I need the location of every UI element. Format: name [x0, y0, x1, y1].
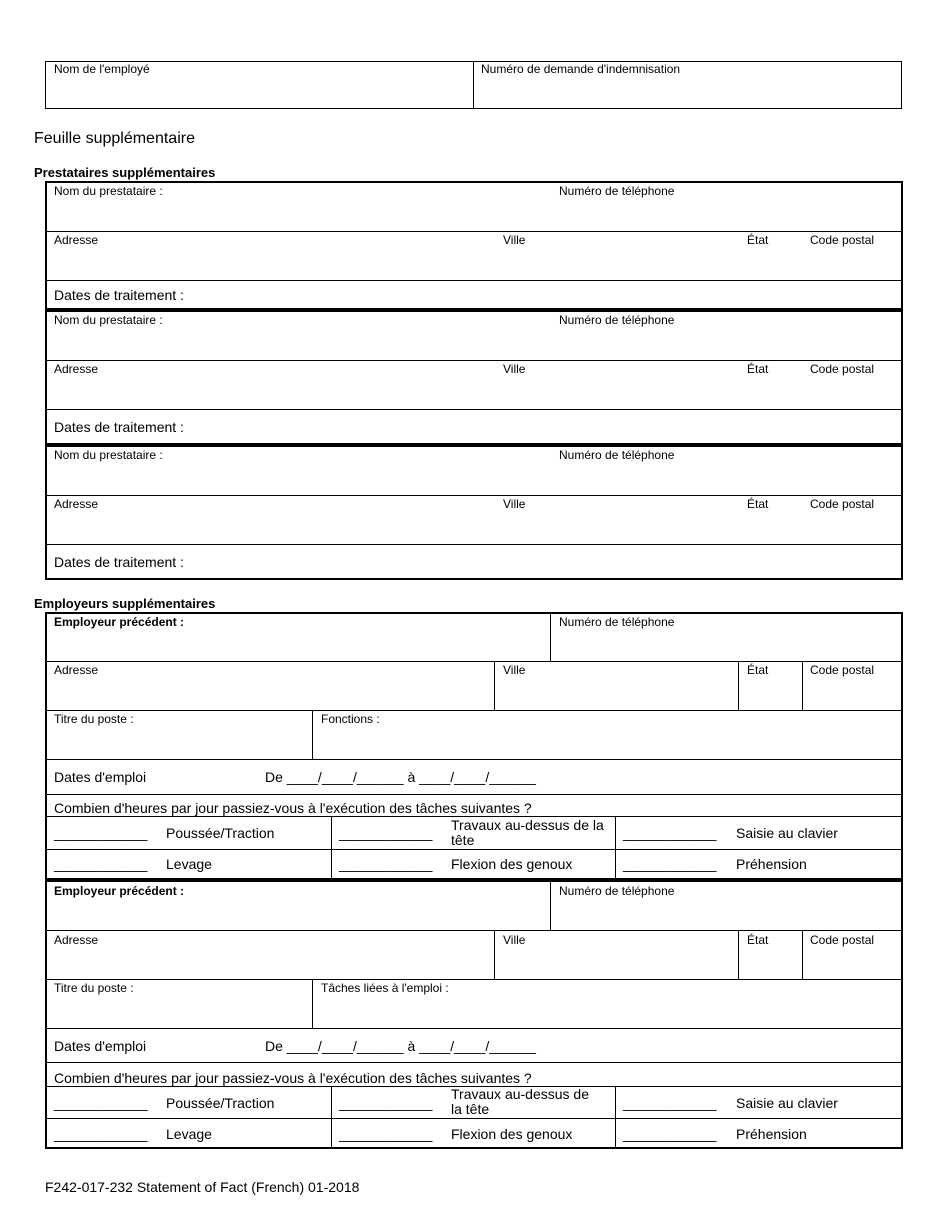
provider-name-field[interactable] [47, 199, 547, 230]
col-divider [494, 661, 495, 710]
overhead-hours-field[interactable]: ____________ [339, 1095, 433, 1111]
col-divider [738, 661, 739, 710]
provider-phone-label: Numéro de téléphone [559, 313, 675, 327]
provider-phone-field[interactable] [555, 463, 900, 494]
block-divider [46, 308, 902, 312]
provider-city-label: Ville [503, 362, 526, 376]
employer-city-label: Ville [503, 933, 526, 947]
provider-treatment-dates-field[interactable] [200, 282, 900, 308]
employer-address-label: Adresse [54, 663, 99, 677]
col-divider [312, 979, 313, 1028]
employer-state-label: État [747, 663, 769, 677]
provider-treatment-dates-field[interactable] [200, 411, 900, 442]
knee-hours-field[interactable]: ____________ [339, 856, 433, 872]
provider-zip-label: Code postal [810, 362, 875, 376]
col-divider [331, 1086, 332, 1148]
col-divider [312, 710, 313, 759]
row-divider [46, 280, 902, 281]
employer-job-title-field[interactable] [47, 727, 310, 758]
lifting-label: Levage [166, 1126, 212, 1142]
overhead-work-label: Travaux au-dessus de la tête [451, 1086, 589, 1117]
overhead-work-label: Travaux au-dessus de la tête [451, 817, 604, 848]
employer-name-field[interactable] [47, 899, 547, 929]
provider-address-field[interactable] [47, 248, 497, 279]
row-divider [46, 849, 902, 850]
knee-hours-field[interactable]: ____________ [339, 1126, 433, 1142]
employer-phone-field[interactable] [552, 630, 900, 660]
col-divider [494, 930, 495, 979]
page-title: Feuille supplémentaire [34, 130, 195, 147]
knee-bending-label: Flexion des genoux [451, 1126, 573, 1142]
row-divider [46, 1062, 902, 1063]
employment-date-range[interactable]: De ____/____/______ à ____/____/______ [265, 1038, 536, 1054]
employer-label: Employeur précédent : [54, 884, 185, 898]
row-divider [46, 409, 902, 410]
provider-city-label: Ville [503, 497, 526, 511]
employer-duties-field[interactable] [314, 996, 900, 1027]
keyboarding-label: Saisie au clavier [736, 825, 838, 841]
employer-duties-label: Fonctions : [321, 712, 380, 726]
row-divider [46, 794, 902, 795]
employer-job-title-label: Titre du poste : [54, 981, 134, 995]
col-divider [738, 930, 739, 979]
block-divider [46, 443, 902, 447]
provider-phone-field[interactable] [555, 328, 900, 359]
provider-name-label: Nom du prestataire : [54, 448, 163, 462]
provider-phone-label: Numéro de téléphone [559, 448, 675, 462]
employer-state-label: État [747, 933, 769, 947]
claim-number-field[interactable] [474, 77, 901, 108]
provider-zip-label: Code postal [810, 233, 875, 247]
employment-dates-label: Dates d'emploi [54, 769, 147, 785]
provider-treatment-dates-label: Dates de traitement : [54, 287, 184, 303]
employer-phone-label: Numéro de téléphone [559, 615, 675, 629]
lifting-label: Levage [166, 856, 212, 872]
overhead-hours-field[interactable]: ____________ [339, 825, 433, 841]
provider-address-label: Adresse [54, 497, 99, 511]
provider-zip-label: Code postal [810, 497, 875, 511]
row-divider [46, 759, 902, 760]
push-hours-field[interactable]: ____________ [54, 825, 148, 841]
push-hours-field[interactable]: ____________ [54, 1095, 148, 1111]
row-divider [46, 661, 902, 662]
employer-job-title-field[interactable] [47, 996, 310, 1027]
employer-phone-label: Numéro de téléphone [559, 884, 675, 898]
employer-name-field[interactable] [47, 630, 547, 660]
col-divider [802, 661, 803, 710]
col-divider [802, 930, 803, 979]
block-divider [46, 878, 902, 882]
col-divider [615, 816, 616, 879]
provider-name-field[interactable] [47, 463, 547, 494]
provider-address-label: Adresse [54, 362, 99, 376]
provider-name-label: Nom du prestataire : [54, 184, 163, 198]
push-pull-label: Poussée/Traction [166, 825, 275, 841]
row-divider [46, 1118, 902, 1119]
employer-job-title-label: Titre du poste : [54, 712, 134, 726]
row-divider [46, 360, 902, 361]
employers-heading: Employeurs supplémentaires [34, 596, 216, 611]
provider-phone-label: Numéro de téléphone [559, 184, 675, 198]
employer-address-label: Adresse [54, 933, 99, 947]
provider-address-label: Adresse [54, 233, 99, 247]
row-divider [46, 930, 902, 931]
col-divider [331, 816, 332, 879]
col-divider [550, 613, 551, 661]
provider-address-field[interactable] [47, 377, 497, 408]
employee-name-label: Nom de l'employé [54, 62, 150, 76]
employment-date-range[interactable]: De ____/____/______ à ____/____/______ [265, 769, 536, 785]
employer-duties-label: Tâches liées à l'emploi : [321, 981, 449, 995]
providers-heading: Prestataires supplémentaires [34, 165, 216, 180]
provider-treatment-dates-field[interactable] [200, 546, 900, 577]
row-divider [46, 231, 902, 232]
lift-hours-field[interactable]: ____________ [54, 1126, 148, 1142]
row-divider [46, 710, 902, 711]
grasp-hours-field[interactable]: ____________ [623, 856, 717, 872]
provider-state-label: État [747, 233, 769, 247]
provider-state-label: État [747, 362, 769, 376]
employer-address-field[interactable] [47, 678, 492, 709]
hours-question: Combien d'heures par jour passiez-vous à l'exécution des tâches suivantes ? [54, 1070, 532, 1086]
row-divider [46, 544, 902, 545]
claim-number-label: Numéro de demande d'indemnisation [481, 62, 681, 76]
grasping-label: Préhension [736, 1126, 807, 1142]
grasp-hours-field[interactable]: ____________ [623, 1126, 717, 1142]
col-divider [615, 1086, 616, 1148]
employer-city-label: Ville [503, 663, 526, 677]
employment-dates-label: Dates d'emploi [54, 1038, 147, 1054]
provider-state-label: État [747, 497, 769, 511]
row-divider [46, 979, 902, 980]
employer-address-field[interactable] [47, 948, 492, 978]
grasping-label: Préhension [736, 856, 807, 872]
keyboarding-label: Saisie au clavier [736, 1095, 838, 1111]
provider-treatment-dates-label: Dates de traitement : [54, 419, 184, 435]
row-divider [46, 1028, 902, 1029]
provider-treatment-dates-label: Dates de traitement : [54, 554, 184, 570]
col-divider [550, 882, 551, 930]
employer-label: Employeur précédent : [54, 615, 185, 629]
row-divider [46, 495, 902, 496]
provider-address-field[interactable] [47, 512, 497, 543]
provider-name-label: Nom du prestataire : [54, 313, 163, 327]
hours-question: Combien d'heures par jour passiez-vous à l'exécution des tâches suivantes ? [54, 800, 532, 816]
lift-hours-field[interactable]: ____________ [54, 856, 148, 872]
provider-city-label: Ville [503, 233, 526, 247]
keyboard-hours-field[interactable]: ____________ [623, 825, 717, 841]
employer-zip-label: Code postal [810, 663, 875, 677]
employee-name-field[interactable] [46, 77, 472, 108]
provider-phone-field[interactable] [555, 199, 900, 230]
provider-name-field[interactable] [47, 328, 547, 359]
form-id-footer: F242-017-232 Statement of Fact (French) 01-2018 [45, 1179, 360, 1195]
employer-phone-field[interactable] [552, 899, 900, 929]
keyboard-hours-field[interactable]: ____________ [623, 1095, 717, 1111]
employer-zip-label: Code postal [810, 933, 875, 947]
knee-bending-label: Flexion des genoux [451, 856, 573, 872]
push-pull-label: Poussée/Traction [166, 1095, 275, 1111]
employer-duties-field[interactable] [314, 727, 900, 758]
